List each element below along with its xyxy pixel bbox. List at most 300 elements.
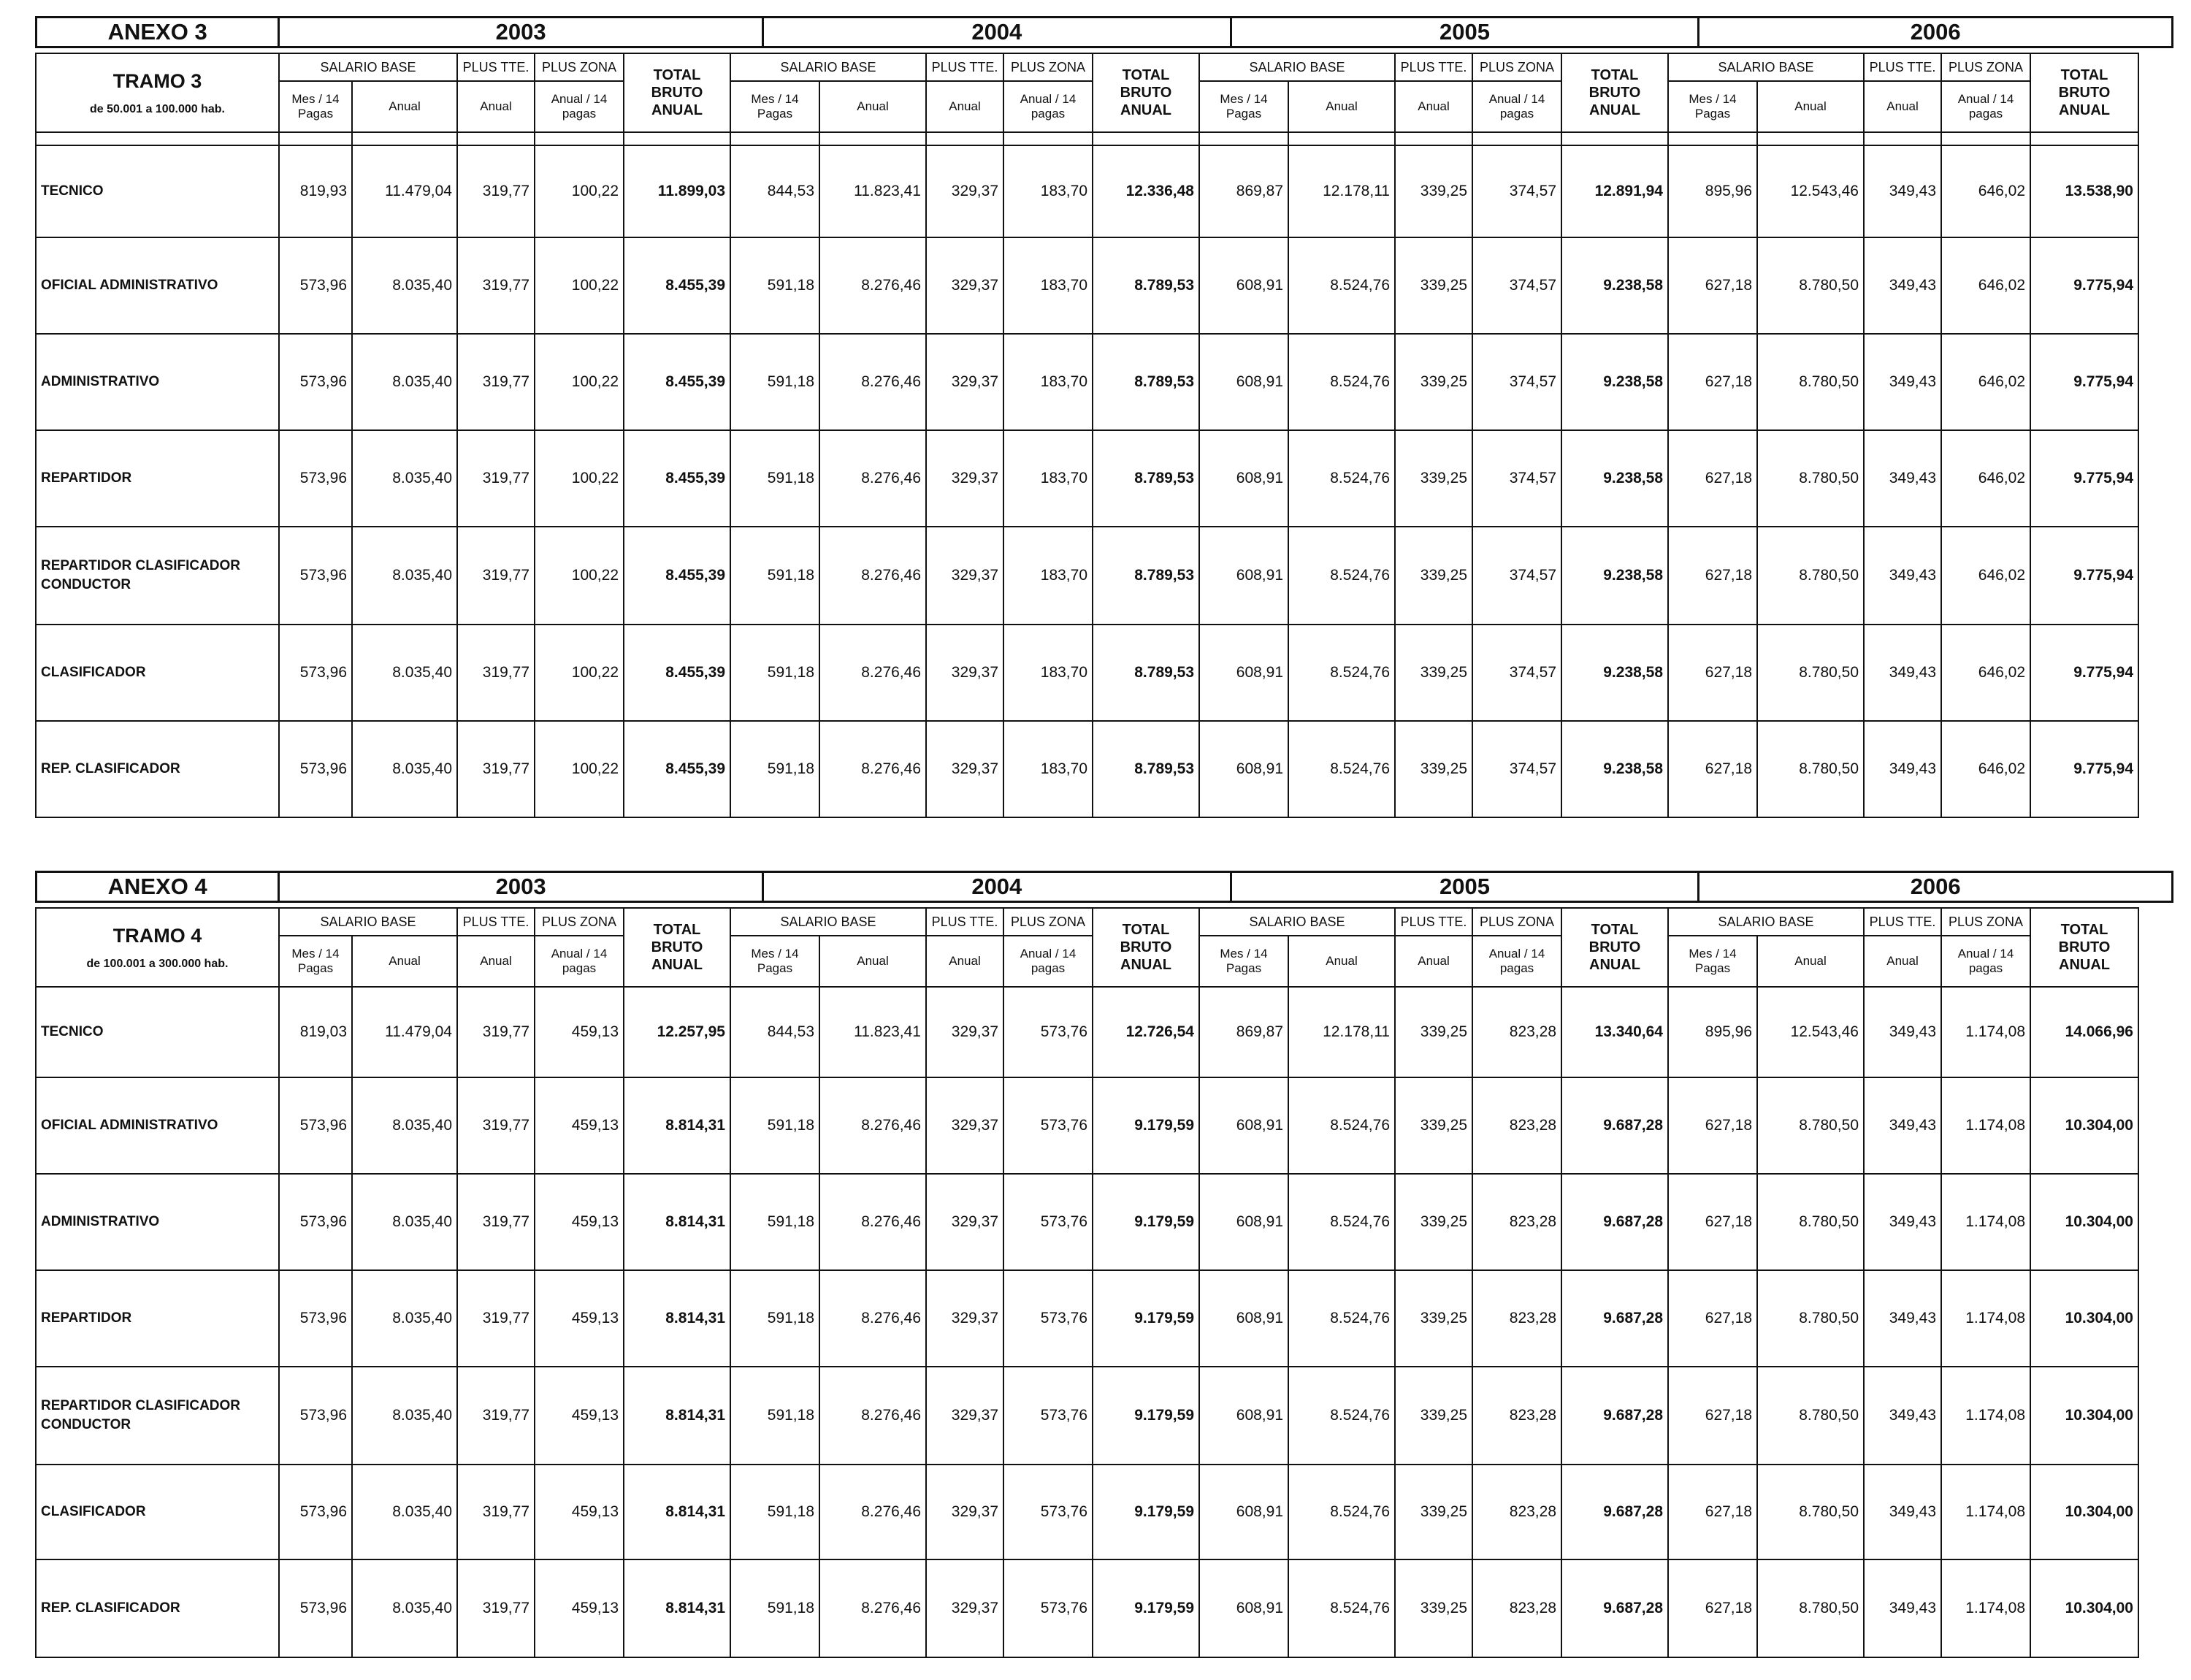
spacer-cell xyxy=(1093,132,1199,145)
salary-value: 823,28 xyxy=(1472,1367,1561,1465)
salary-value: 339,25 xyxy=(1395,1465,1472,1559)
total-bruto-header: TOTAL BRUTO ANUAL xyxy=(2030,53,2138,132)
salary-value: 183,70 xyxy=(1003,527,1093,625)
annex-section xyxy=(35,16,2173,817)
spacer-cell xyxy=(1561,132,1668,145)
salary-value: 819,93 xyxy=(279,145,352,237)
anual-header: Anual xyxy=(1395,81,1472,132)
total-bruto-value: 10.304,00 xyxy=(2030,1367,2138,1465)
salary-value: 627,18 xyxy=(1668,527,1757,625)
salary-value: 591,18 xyxy=(730,527,819,625)
table-row xyxy=(36,987,2138,1077)
anual-header: Anual xyxy=(1288,936,1395,987)
salary-value: 329,37 xyxy=(926,1270,1003,1367)
spacer-row xyxy=(36,132,2138,145)
total-bruto-value: 9.238,58 xyxy=(1561,237,1668,334)
total-bruto-value: 8.814,31 xyxy=(624,1367,730,1465)
anual-header: Anual xyxy=(926,81,1003,132)
salary-value: 627,18 xyxy=(1668,1077,1757,1174)
salary-value: 8.780,50 xyxy=(1757,1270,1864,1367)
salary-value: 11.823,41 xyxy=(819,987,926,1077)
anual-14-pagas-header: Anual / 14 pagas xyxy=(535,81,624,132)
total-bruto-value: 8.455,39 xyxy=(624,527,730,625)
salary-value: 8.780,50 xyxy=(1757,430,1864,527)
salary-value: 374,57 xyxy=(1472,334,1561,430)
salary-value: 646,02 xyxy=(1941,334,2030,430)
header-row-2 xyxy=(36,81,2138,132)
plus-tte-header: PLUS TTE. xyxy=(1864,53,1941,81)
salary-value: 844,53 xyxy=(730,145,819,237)
salary-value: 608,91 xyxy=(1199,237,1288,334)
salary-value: 8.035,40 xyxy=(352,721,457,817)
salary-value: 8.524,76 xyxy=(1288,430,1395,527)
salary-value: 627,18 xyxy=(1668,430,1757,527)
salary-value: 573,96 xyxy=(279,1559,352,1657)
salary-value: 100,22 xyxy=(535,625,624,721)
total-bruto-header: TOTAL BRUTO ANUAL xyxy=(2030,908,2138,987)
salary-value: 1.174,08 xyxy=(1941,1270,2030,1367)
salary-value: 608,91 xyxy=(1199,334,1288,430)
anual-header: Anual xyxy=(352,81,457,132)
plus-tte-header: PLUS TTE. xyxy=(1864,908,1941,936)
annex-header-bar xyxy=(35,16,2173,48)
salary-value: 329,37 xyxy=(926,1559,1003,1657)
salario-base-header: SALARIO BASE xyxy=(279,53,457,81)
year-header: 2005 xyxy=(1232,18,1700,46)
salario-base-header: SALARIO BASE xyxy=(730,53,926,81)
category-name: TECNICO xyxy=(36,145,279,237)
salary-value: 8.276,46 xyxy=(819,1077,926,1174)
total-bruto-value: 10.304,00 xyxy=(2030,1077,2138,1174)
year-header: 2003 xyxy=(280,18,764,46)
spacer-cell xyxy=(1199,132,1288,145)
salary-value: 11.479,04 xyxy=(352,145,457,237)
spacer-cell xyxy=(352,132,457,145)
header-row-1 xyxy=(36,53,2138,81)
category-name: CLASIFICADOR xyxy=(36,1465,279,1559)
total-bruto-value: 9.687,28 xyxy=(1561,1174,1668,1270)
salary-value: 8.276,46 xyxy=(819,1367,926,1465)
plus-tte-header: PLUS TTE. xyxy=(457,908,535,936)
salary-value: 374,57 xyxy=(1472,721,1561,817)
plus-zona-header: PLUS ZONA xyxy=(1941,908,2030,936)
total-bruto-value: 9.775,94 xyxy=(2030,430,2138,527)
population-range: de 100.001 a 300.000 hab. xyxy=(86,957,229,970)
mes-14-pagas-header: Mes / 14 Pagas xyxy=(1668,81,1757,132)
salary-value: 591,18 xyxy=(730,430,819,527)
salary-value: 869,87 xyxy=(1199,987,1288,1077)
category-name: REPARTIDOR CLASIFICADOR CONDUCTOR xyxy=(36,527,279,625)
salary-value: 8.276,46 xyxy=(819,1270,926,1367)
salary-value: 12.543,46 xyxy=(1757,145,1864,237)
total-bruto-header: TOTAL BRUTO ANUAL xyxy=(1093,53,1199,132)
tramo-label: TRAMO 4 xyxy=(112,924,202,947)
total-bruto-value: 8.789,53 xyxy=(1093,527,1199,625)
total-bruto-value: 8.789,53 xyxy=(1093,237,1199,334)
spacer-cell xyxy=(1288,132,1395,145)
salary-value: 8.276,46 xyxy=(819,1465,926,1559)
tramo-cell xyxy=(36,53,279,132)
salary-value: 8.780,50 xyxy=(1757,237,1864,334)
salary-value: 12.178,11 xyxy=(1288,145,1395,237)
salary-value: 329,37 xyxy=(926,987,1003,1077)
salary-value: 608,91 xyxy=(1199,1174,1288,1270)
salary-value: 349,43 xyxy=(1864,1270,1941,1367)
total-bruto-value: 8.789,53 xyxy=(1093,334,1199,430)
salary-value: 627,18 xyxy=(1668,237,1757,334)
anual-header: Anual xyxy=(926,936,1003,987)
salary-value: 8.780,50 xyxy=(1757,1559,1864,1657)
category-name: REPARTIDOR CLASIFICADOR CONDUCTOR xyxy=(36,1367,279,1465)
salary-value: 627,18 xyxy=(1668,1465,1757,1559)
anual-header: Anual xyxy=(1757,936,1864,987)
anual-header: Anual xyxy=(457,936,535,987)
salary-value: 183,70 xyxy=(1003,237,1093,334)
salary-value: 1.174,08 xyxy=(1941,1174,2030,1270)
salary-value: 573,96 xyxy=(279,527,352,625)
plus-zona-header: PLUS ZONA xyxy=(535,53,624,81)
salary-value: 329,37 xyxy=(926,721,1003,817)
salary-value: 319,77 xyxy=(457,1270,535,1367)
salary-value: 339,25 xyxy=(1395,1174,1472,1270)
salary-value: 8.780,50 xyxy=(1757,1077,1864,1174)
total-bruto-value: 9.687,28 xyxy=(1561,1559,1668,1657)
category-name: ADMINISTRATIVO xyxy=(36,334,279,430)
salary-value: 349,43 xyxy=(1864,1077,1941,1174)
salary-value: 459,13 xyxy=(535,1367,624,1465)
plus-zona-header: PLUS ZONA xyxy=(1941,53,2030,81)
salary-value: 12.178,11 xyxy=(1288,987,1395,1077)
salary-value: 8.035,40 xyxy=(352,334,457,430)
salary-value: 349,43 xyxy=(1864,721,1941,817)
table-row xyxy=(36,430,2138,527)
total-bruto-value: 10.304,00 xyxy=(2030,1270,2138,1367)
salary-value: 8.276,46 xyxy=(819,1559,926,1657)
total-bruto-value: 9.687,28 xyxy=(1561,1270,1668,1367)
salary-value: 459,13 xyxy=(535,987,624,1077)
plus-tte-header: PLUS TTE. xyxy=(1395,908,1472,936)
salary-value: 339,25 xyxy=(1395,527,1472,625)
salary-value: 374,57 xyxy=(1472,527,1561,625)
salary-value: 573,76 xyxy=(1003,1559,1093,1657)
salary-value: 349,43 xyxy=(1864,987,1941,1077)
salary-value: 823,28 xyxy=(1472,1559,1561,1657)
salario-base-header: SALARIO BASE xyxy=(1668,908,1864,936)
salary-value: 100,22 xyxy=(535,237,624,334)
anual-header: Anual xyxy=(1288,81,1395,132)
salary-value: 591,18 xyxy=(730,1270,819,1367)
salary-value: 459,13 xyxy=(535,1465,624,1559)
anual-14-pagas-header: Anual / 14 pagas xyxy=(1941,81,2030,132)
salary-value: 646,02 xyxy=(1941,625,2030,721)
salary-value: 823,28 xyxy=(1472,1174,1561,1270)
salary-value: 591,18 xyxy=(730,1174,819,1270)
anual-14-pagas-header: Anual / 14 pagas xyxy=(535,936,624,987)
anual-header: Anual xyxy=(819,936,926,987)
salary-value: 349,43 xyxy=(1864,430,1941,527)
anual-header: Anual xyxy=(1757,81,1864,132)
salary-value: 329,37 xyxy=(926,145,1003,237)
salary-value: 573,96 xyxy=(279,1270,352,1367)
salary-value: 329,37 xyxy=(926,1077,1003,1174)
salary-value: 1.174,08 xyxy=(1941,1367,2030,1465)
salary-value: 573,76 xyxy=(1003,1077,1093,1174)
mes-14-pagas-header: Mes / 14 Pagas xyxy=(1199,936,1288,987)
salary-value: 573,76 xyxy=(1003,1174,1093,1270)
salary-value: 591,18 xyxy=(730,1077,819,1174)
total-bruto-value: 8.789,53 xyxy=(1093,625,1199,721)
salary-value: 8.276,46 xyxy=(819,237,926,334)
salary-value: 349,43 xyxy=(1864,145,1941,237)
salary-value: 349,43 xyxy=(1864,625,1941,721)
total-bruto-value: 13.538,90 xyxy=(2030,145,2138,237)
salary-value: 573,96 xyxy=(279,1465,352,1559)
salary-value: 8.524,76 xyxy=(1288,237,1395,334)
salary-value: 573,96 xyxy=(279,1174,352,1270)
anual-header: Anual xyxy=(1395,936,1472,987)
salary-value: 329,37 xyxy=(926,1367,1003,1465)
salary-value: 319,77 xyxy=(457,527,535,625)
total-bruto-value: 8.455,39 xyxy=(624,334,730,430)
total-bruto-header: TOTAL BRUTO ANUAL xyxy=(1561,53,1668,132)
salary-value: 319,77 xyxy=(457,1077,535,1174)
salary-value: 374,57 xyxy=(1472,237,1561,334)
spacer-cell xyxy=(279,132,352,145)
total-bruto-value: 12.336,48 xyxy=(1093,145,1199,237)
salary-value: 823,28 xyxy=(1472,1077,1561,1174)
spacer-cell xyxy=(1472,132,1561,145)
salary-value: 8.780,50 xyxy=(1757,1367,1864,1465)
salary-value: 8.035,40 xyxy=(352,430,457,527)
salary-value: 573,96 xyxy=(279,237,352,334)
salary-value: 8.780,50 xyxy=(1757,334,1864,430)
salary-value: 573,96 xyxy=(279,625,352,721)
anual-header: Anual xyxy=(819,81,926,132)
salary-value: 459,13 xyxy=(535,1077,624,1174)
salary-value: 329,37 xyxy=(926,1174,1003,1270)
salary-value: 608,91 xyxy=(1199,1270,1288,1367)
total-bruto-value: 9.775,94 xyxy=(2030,527,2138,625)
salary-value: 183,70 xyxy=(1003,625,1093,721)
salary-value: 895,96 xyxy=(1668,987,1757,1077)
plus-tte-header: PLUS TTE. xyxy=(926,908,1003,936)
spacer-cell xyxy=(819,132,926,145)
spacer-cell xyxy=(1757,132,1864,145)
salary-value: 349,43 xyxy=(1864,1174,1941,1270)
total-bruto-value: 9.179,59 xyxy=(1093,1367,1199,1465)
year-header: 2003 xyxy=(280,873,764,901)
tramo-label: TRAMO 3 xyxy=(112,69,202,92)
salary-value: 339,25 xyxy=(1395,987,1472,1077)
salary-value: 319,77 xyxy=(457,625,535,721)
salary-value: 349,43 xyxy=(1864,527,1941,625)
total-bruto-value: 9.687,28 xyxy=(1561,1465,1668,1559)
total-bruto-value: 9.179,59 xyxy=(1093,1270,1199,1367)
salary-value: 869,87 xyxy=(1199,145,1288,237)
year-header: 2004 xyxy=(764,18,1232,46)
salary-value: 608,91 xyxy=(1199,1367,1288,1465)
salary-value: 319,77 xyxy=(457,430,535,527)
salary-value: 8.035,40 xyxy=(352,1174,457,1270)
salary-value: 339,25 xyxy=(1395,237,1472,334)
total-bruto-value: 9.179,59 xyxy=(1093,1174,1199,1270)
total-bruto-value: 8.814,31 xyxy=(624,1559,730,1657)
total-bruto-header: TOTAL BRUTO ANUAL xyxy=(624,53,730,132)
table-row xyxy=(36,1174,2138,1270)
salary-value: 8.524,76 xyxy=(1288,527,1395,625)
salary-value: 627,18 xyxy=(1668,1270,1757,1367)
mes-14-pagas-header: Mes / 14 Pagas xyxy=(730,81,819,132)
salary-value: 591,18 xyxy=(730,1559,819,1657)
total-bruto-value: 9.179,59 xyxy=(1093,1559,1199,1657)
salary-value: 573,76 xyxy=(1003,1270,1093,1367)
total-bruto-value: 9.179,59 xyxy=(1093,1077,1199,1174)
spacer-cell xyxy=(2030,132,2138,145)
mes-14-pagas-header: Mes / 14 Pagas xyxy=(279,936,352,987)
plus-zona-header: PLUS ZONA xyxy=(535,908,624,936)
plus-zona-header: PLUS ZONA xyxy=(1003,53,1093,81)
spacer-cell xyxy=(1864,132,1941,145)
total-bruto-value: 8.789,53 xyxy=(1093,721,1199,817)
anual-14-pagas-header: Anual / 14 pagas xyxy=(1003,81,1093,132)
salary-value: 8.276,46 xyxy=(819,527,926,625)
salary-value: 339,25 xyxy=(1395,625,1472,721)
salary-value: 819,03 xyxy=(279,987,352,1077)
salary-value: 895,96 xyxy=(1668,145,1757,237)
total-bruto-value: 9.775,94 xyxy=(2030,625,2138,721)
total-bruto-header: TOTAL BRUTO ANUAL xyxy=(1093,908,1199,987)
total-bruto-value: 12.891,94 xyxy=(1561,145,1668,237)
salary-value: 646,02 xyxy=(1941,527,2030,625)
total-bruto-value: 8.814,31 xyxy=(624,1465,730,1559)
table-row xyxy=(36,1559,2138,1657)
salary-value: 8.780,50 xyxy=(1757,625,1864,721)
salary-value: 8.524,76 xyxy=(1288,334,1395,430)
salary-value: 374,57 xyxy=(1472,625,1561,721)
salary-value: 349,43 xyxy=(1864,1465,1941,1559)
anual-14-pagas-header: Anual / 14 pagas xyxy=(1472,936,1561,987)
salary-value: 319,77 xyxy=(457,145,535,237)
salary-table xyxy=(35,53,2139,818)
salary-value: 459,13 xyxy=(535,1559,624,1657)
table-row xyxy=(36,1367,2138,1465)
total-bruto-value: 8.814,31 xyxy=(624,1077,730,1174)
table-row xyxy=(36,1465,2138,1559)
salary-value: 608,91 xyxy=(1199,1465,1288,1559)
salary-value: 329,37 xyxy=(926,527,1003,625)
salary-value: 319,77 xyxy=(457,1465,535,1559)
total-bruto-value: 8.814,31 xyxy=(624,1174,730,1270)
total-bruto-value: 8.455,39 xyxy=(624,430,730,527)
category-name: TECNICO xyxy=(36,987,279,1077)
salary-value: 8.035,40 xyxy=(352,625,457,721)
salary-value: 339,25 xyxy=(1395,1367,1472,1465)
salary-value: 1.174,08 xyxy=(1941,1465,2030,1559)
salary-value: 459,13 xyxy=(535,1270,624,1367)
salary-value: 319,77 xyxy=(457,1367,535,1465)
salary-value: 339,25 xyxy=(1395,145,1472,237)
category-name: REPARTIDOR xyxy=(36,1270,279,1367)
total-bruto-value: 9.775,94 xyxy=(2030,721,2138,817)
salary-value: 319,77 xyxy=(457,334,535,430)
salary-value: 646,02 xyxy=(1941,237,2030,334)
mes-14-pagas-header: Mes / 14 Pagas xyxy=(1668,936,1757,987)
salary-value: 183,70 xyxy=(1003,334,1093,430)
salary-value: 349,43 xyxy=(1864,237,1941,334)
population-range: de 50.001 a 100.000 hab. xyxy=(89,102,225,115)
salary-value: 8.035,40 xyxy=(352,237,457,334)
salary-value: 573,76 xyxy=(1003,987,1093,1077)
annex-title: ANEXO 4 xyxy=(37,873,280,901)
salary-value: 573,96 xyxy=(279,334,352,430)
total-bruto-value: 8.455,39 xyxy=(624,237,730,334)
total-bruto-value: 9.687,28 xyxy=(1561,1077,1668,1174)
spacer-cell xyxy=(730,132,819,145)
salary-value: 8.524,76 xyxy=(1288,1559,1395,1657)
salary-value: 823,28 xyxy=(1472,987,1561,1077)
salary-value: 339,25 xyxy=(1395,1270,1472,1367)
tramo-cell xyxy=(36,908,279,987)
salary-value: 8.780,50 xyxy=(1757,1174,1864,1270)
salary-value: 8.276,46 xyxy=(819,334,926,430)
salary-value: 319,77 xyxy=(457,1174,535,1270)
spacer-cell xyxy=(457,132,535,145)
spacer-cell xyxy=(1941,132,2030,145)
salary-value: 591,18 xyxy=(730,625,819,721)
total-bruto-value: 9.687,28 xyxy=(1561,1367,1668,1465)
year-header: 2006 xyxy=(1910,19,1961,45)
salary-value: 8.524,76 xyxy=(1288,1174,1395,1270)
total-bruto-value: 9.238,58 xyxy=(1561,527,1668,625)
total-bruto-value: 9.238,58 xyxy=(1561,625,1668,721)
salary-value: 608,91 xyxy=(1199,721,1288,817)
total-bruto-value: 12.257,95 xyxy=(624,987,730,1077)
salario-base-header: SALARIO BASE xyxy=(1199,53,1395,81)
salary-value: 8.524,76 xyxy=(1288,1465,1395,1559)
salary-value: 8.780,50 xyxy=(1757,1465,1864,1559)
anual-14-pagas-header: Anual / 14 pagas xyxy=(1472,81,1561,132)
anual-14-pagas-header: Anual / 14 pagas xyxy=(1003,936,1093,987)
salary-value: 100,22 xyxy=(535,145,624,237)
total-bruto-value: 8.455,39 xyxy=(624,721,730,817)
salary-value: 100,22 xyxy=(535,721,624,817)
table-row xyxy=(36,625,2138,721)
category-name: OFICIAL ADMINISTRATIVO xyxy=(36,1077,279,1174)
salary-value: 8.524,76 xyxy=(1288,721,1395,817)
salary-value: 844,53 xyxy=(730,987,819,1077)
salary-value: 100,22 xyxy=(535,334,624,430)
salary-value: 11.479,04 xyxy=(352,987,457,1077)
category-name: OFICIAL ADMINISTRATIVO xyxy=(36,237,279,334)
salary-value: 1.174,08 xyxy=(1941,987,2030,1077)
total-bruto-value: 10.304,00 xyxy=(2030,1559,2138,1657)
category-name: REP. CLASIFICADOR xyxy=(36,1559,279,1657)
salary-value: 573,96 xyxy=(279,1077,352,1174)
total-bruto-value: 13.340,64 xyxy=(1561,987,1668,1077)
salary-value: 608,91 xyxy=(1199,625,1288,721)
total-bruto-value: 8.455,39 xyxy=(624,625,730,721)
salary-value: 339,25 xyxy=(1395,721,1472,817)
total-bruto-value: 9.775,94 xyxy=(2030,334,2138,430)
spacer-cell xyxy=(1003,132,1093,145)
salary-value: 349,43 xyxy=(1864,1559,1941,1657)
salary-value: 646,02 xyxy=(1941,430,2030,527)
salary-value: 591,18 xyxy=(730,237,819,334)
plus-zona-header: PLUS ZONA xyxy=(1003,908,1093,936)
salary-value: 8.035,40 xyxy=(352,527,457,625)
total-bruto-value: 9.238,58 xyxy=(1561,430,1668,527)
total-bruto-value: 9.179,59 xyxy=(1093,1465,1199,1559)
